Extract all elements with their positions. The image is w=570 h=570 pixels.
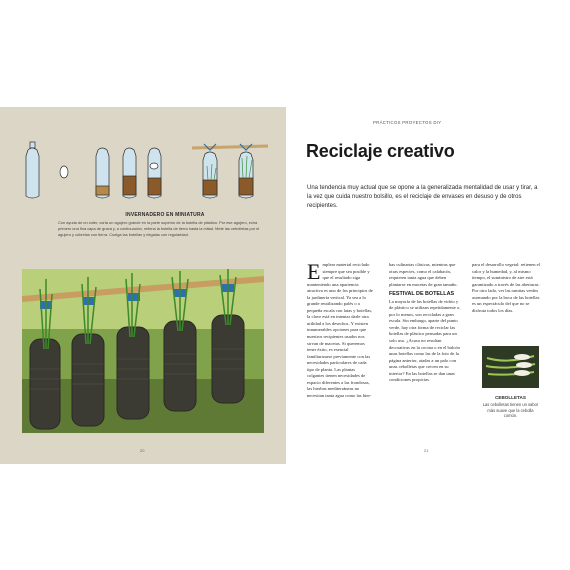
intro-paragraph: Una tendencia muy actual que se opone a la generalizada mentalidad de usar y tirar, a la vez que cuida nuestro bolsillo, es el reciclaje de envases en desuso y de otros recipientes. [307,185,538,209]
subheading: FESTIVAL DE BOTELLAS [389,291,455,298]
caption-title: INVERNADERO EN MINIATURA [125,212,205,218]
hanging-bottles-photo [22,269,264,433]
column-2-text-a: bas culinarias clásicas, mientras que otras especies, como el calabacín, requieren tanta agua que deben plantarse en macetas de gran tamaño. [389,262,458,287]
body-column-3 [472,262,544,314]
caption-body: Con ayuda de un cúter, corta un agujero grande en la parte superior de la botella de plástico. Por ese agujero, echa primero una fina capa de grava y, a continuación, rellena la botella de tierra hasta la mitad. Mete las cebolletas por el agujero y cúbrelas con tierra. Cuelga las botellas y riégalas con regularidad. [58,220,260,237]
sidebar-text: Las cebolletas tienen un sabor más suave que la cebolla común. [482,402,539,419]
section-label: PRÁCTICOS PROYECTOS DIY [373,120,442,125]
folio-right: 21 [424,448,429,453]
body-column-2 [389,262,463,384]
sidebar-title: CEBOLLETAS [495,395,526,400]
folio-left: 20 [140,448,145,453]
drop-cap: E [307,259,321,284]
hanging-bottle-icon [239,144,253,198]
bottle-icon [26,142,39,198]
column-1-text: mplear material reciclado siempre que sea posible y que el resultado siga manteniendo una apariencia atractiva es uno de los principios de la jardinería vertical. Ya sea a lo grande reutilizando palés o a pequeña escala con latas y botellas, la clave está en intentar darle otra utilidad a los desechos. Y existen innumerables opciones para que nuestros recipientes usados nos sirvan de macetas. Si queremos tener éxito, es esencial familiarizarse previamente con las necesidades particulares de cada tipo de planta. Las plantas colgantes tienen necesidades de espacio diferentes a las frondosas, las hierbas mediterráneas no necesitan tanta agua como las hier- [307,262,373,398]
column-3-text: para el desarrollo vegetal: retienen el calor y la humedad, y, al mismo tiempo, el suministro de aire está garantizado a través de las aberturas. Por otro lado, ver las ramitas verdes asomando por la boca de las botellas es un espectáculo del que no se disfruta todos los días. [472,262,540,313]
bottle-soil-icon [123,148,136,198]
bottle-gravel-icon [96,148,109,198]
spring-onion-photo [482,346,539,388]
bottle-hole-icon [148,148,161,198]
bottle-illustration [22,138,272,204]
bottle-cap-icon [60,166,68,178]
page-title: Reciclaje creativo [306,141,455,161]
body-column-1 [307,259,373,399]
hanging-bottle-icon [203,144,217,198]
column-2-text-b: La mayoría de las botellas de vidrio y de plástico se utilizan repetidamente o, por lo menos, son recicladas a gran escala. Sin embargo, aparte del punto verde, hay otra forma de reciclar las botellas de plástico pensadas para un solo uso. ¿Acaso no resultan decorativas en la cocina o en el balcón unas botellas como las de la foto de la página anterior, atadas a un palo con unas cebolletas que crecen en su interior? En las botellas se dan unas condiciones propicias [389,298,461,383]
